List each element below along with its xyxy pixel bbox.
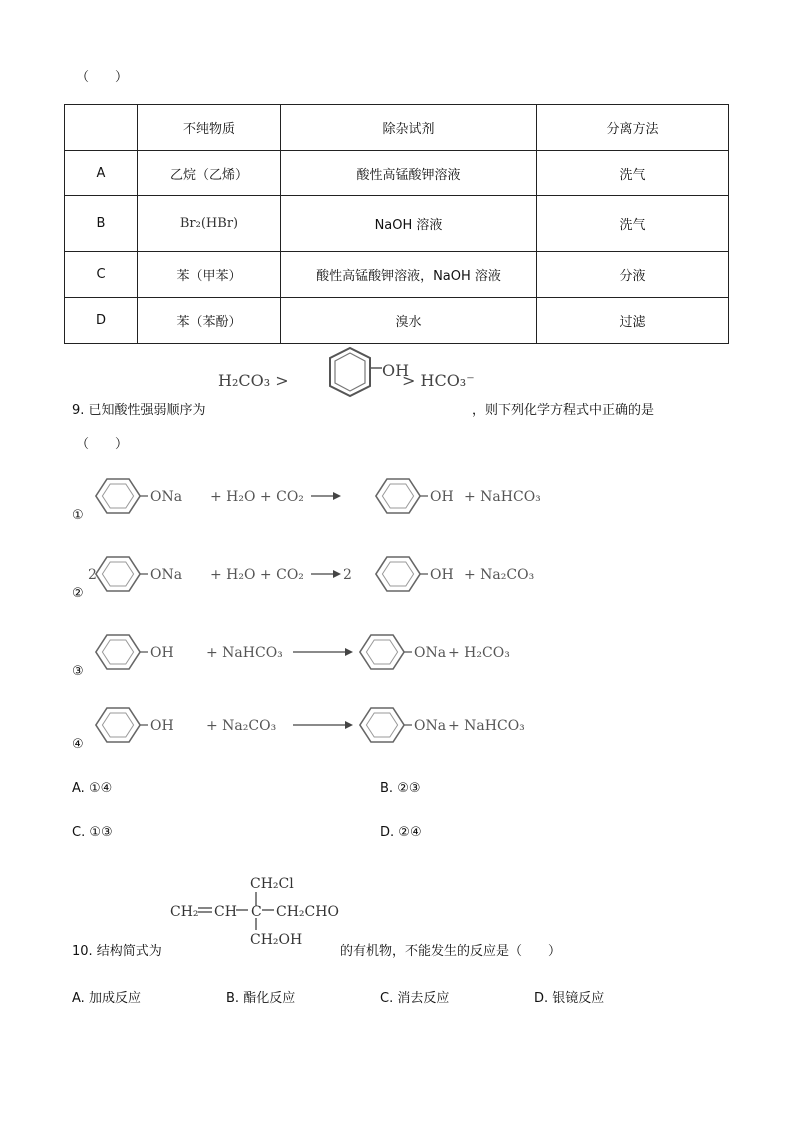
q9-stem: 9. 已知酸性强弱顺序为: [72, 403, 206, 418]
table-cell: B: [65, 196, 138, 252]
product-group: ONa: [414, 645, 447, 661]
table-cell: 酸性高锰酸钾溶液: [281, 151, 537, 196]
table-header: 分离方法: [537, 105, 729, 151]
table-cell: 溴水: [281, 298, 537, 344]
q10-option-c: [380, 987, 449, 1006]
table-cell: D: [65, 298, 138, 344]
option-text: ②③: [397, 781, 421, 796]
table-cell: 酸性高锰酸钾溶液，NaOH 溶液: [281, 252, 537, 298]
structure-bottom: CH₂OH: [250, 932, 303, 948]
reactants: + Na₂CO₃: [206, 718, 277, 734]
q10-stem-end: 的有机物，不能发生的反应是（ ）: [340, 944, 562, 959]
option-text: ①④: [88, 781, 113, 796]
equation-1: [64, 474, 544, 518]
table-row: [65, 252, 729, 298]
equation-label: ①: [72, 508, 84, 523]
table-cell: 洗气: [537, 196, 729, 252]
reaction-arrow-icon: [333, 570, 341, 578]
reaction-arrow-icon: [345, 721, 353, 729]
table-row: [65, 196, 729, 252]
reactants: + H₂O + CO₂: [210, 567, 304, 583]
benzene-inner-ring: [382, 484, 413, 508]
reactants: + NaHCO₃: [206, 645, 283, 661]
q10-option-d: [534, 987, 604, 1006]
benzene-ring-icon: [330, 348, 370, 396]
acidity-order-formula: [214, 346, 484, 410]
product-group: OH: [430, 489, 454, 505]
table-row: [65, 151, 729, 196]
option-letter: C.: [380, 991, 394, 1006]
option-letter: B.: [226, 991, 240, 1006]
coefficient: 2: [88, 567, 97, 583]
structure-ch: CH: [214, 904, 237, 920]
table-cell: C: [65, 252, 138, 298]
table-cell: 过滤: [537, 298, 729, 344]
order-oh: OH: [382, 361, 410, 380]
option-letter: C.: [72, 825, 86, 840]
q9-option-a: [72, 781, 112, 796]
reaction-arrow-icon: [345, 648, 353, 656]
table-header: [65, 105, 138, 151]
option-letter: A.: [72, 781, 85, 796]
q9-paren: （ ）: [76, 437, 129, 452]
reactant-group: OH: [150, 645, 174, 661]
table-cell: 乙烷（乙烯）: [138, 151, 281, 196]
equation-label: ②: [72, 586, 84, 601]
q9-stem-end: ，则下列化学方程式中正确的是: [472, 403, 655, 418]
reactant-group: ONa: [150, 567, 183, 583]
benzene-inner-ring: [102, 640, 133, 664]
products: + NaHCO₃: [464, 489, 541, 505]
benzene-inner-ring: [366, 713, 397, 737]
table-header: 不纯物质: [138, 105, 281, 151]
q9-option-c: [72, 825, 113, 840]
benzene-inner-ring: [102, 562, 133, 586]
organic-structure-formula: [166, 872, 344, 952]
benzene-inner-ring: [102, 484, 133, 508]
table-cell: 洗气: [537, 151, 729, 196]
structure-left: CH₂: [170, 904, 199, 920]
table-cell: 苯（苯酚）: [138, 298, 281, 344]
reaction-arrow-icon: [333, 492, 341, 500]
option-letter: D.: [534, 991, 549, 1006]
table-cell: 分液: [537, 252, 729, 298]
table-header-row: [65, 105, 729, 151]
q9-option-d: [380, 825, 422, 840]
reactant-group: OH: [150, 718, 174, 734]
option-letter: A.: [72, 991, 85, 1006]
benzene-inner-ring: [102, 713, 133, 737]
option-text: ②④: [398, 825, 422, 840]
table-cell: Br₂(HBr): [138, 196, 281, 252]
order-right: > HCO₃⁻: [402, 371, 475, 390]
order-left: H₂CO₃ >: [218, 371, 289, 390]
structure-top: CH₂Cl: [250, 876, 294, 892]
option-letter: B.: [380, 781, 394, 796]
option-text: 酯化反应: [243, 991, 296, 1006]
products: + H₂CO₃: [448, 645, 510, 661]
table-cell: 苯（甲苯）: [138, 252, 281, 298]
equation-label: ④: [72, 737, 84, 752]
structure-right: CH₂CHO: [276, 904, 339, 920]
benzene-inner-ring: [382, 562, 413, 586]
products: + Na₂CO₃: [464, 567, 535, 583]
product-group: OH: [430, 567, 454, 583]
coefficient: 2: [343, 567, 352, 583]
q10-option-a: [72, 987, 141, 1006]
equation-4: [64, 703, 544, 747]
reactant-group: ONa: [150, 489, 183, 505]
purification-table: [64, 104, 729, 344]
equation-label: ③: [72, 664, 84, 679]
option-text: 银镜反应: [552, 991, 605, 1006]
equation-3: [64, 630, 544, 674]
product-group: ONa: [414, 718, 447, 734]
q10-option-b: [226, 987, 295, 1006]
q8-paren: （ ）: [76, 70, 129, 85]
structure-c: C: [251, 904, 262, 920]
q9-option-b: [380, 781, 421, 796]
benzene-inner-ring: [366, 640, 397, 664]
equation-2: [64, 552, 544, 596]
products: + NaHCO₃: [448, 718, 525, 734]
option-text: 消去反应: [397, 991, 450, 1006]
table-header: 除杂试剂: [281, 105, 537, 151]
q10-stem: 10. 结构简式为: [72, 944, 162, 959]
reactants: + H₂O + CO₂: [210, 489, 304, 505]
option-letter: D.: [380, 825, 395, 840]
table-row: [65, 298, 729, 344]
table-cell: A: [65, 151, 138, 196]
option-text: 加成反应: [88, 991, 141, 1006]
table-cell: NaOH 溶液: [281, 196, 537, 252]
option-text: ①③: [89, 825, 113, 840]
